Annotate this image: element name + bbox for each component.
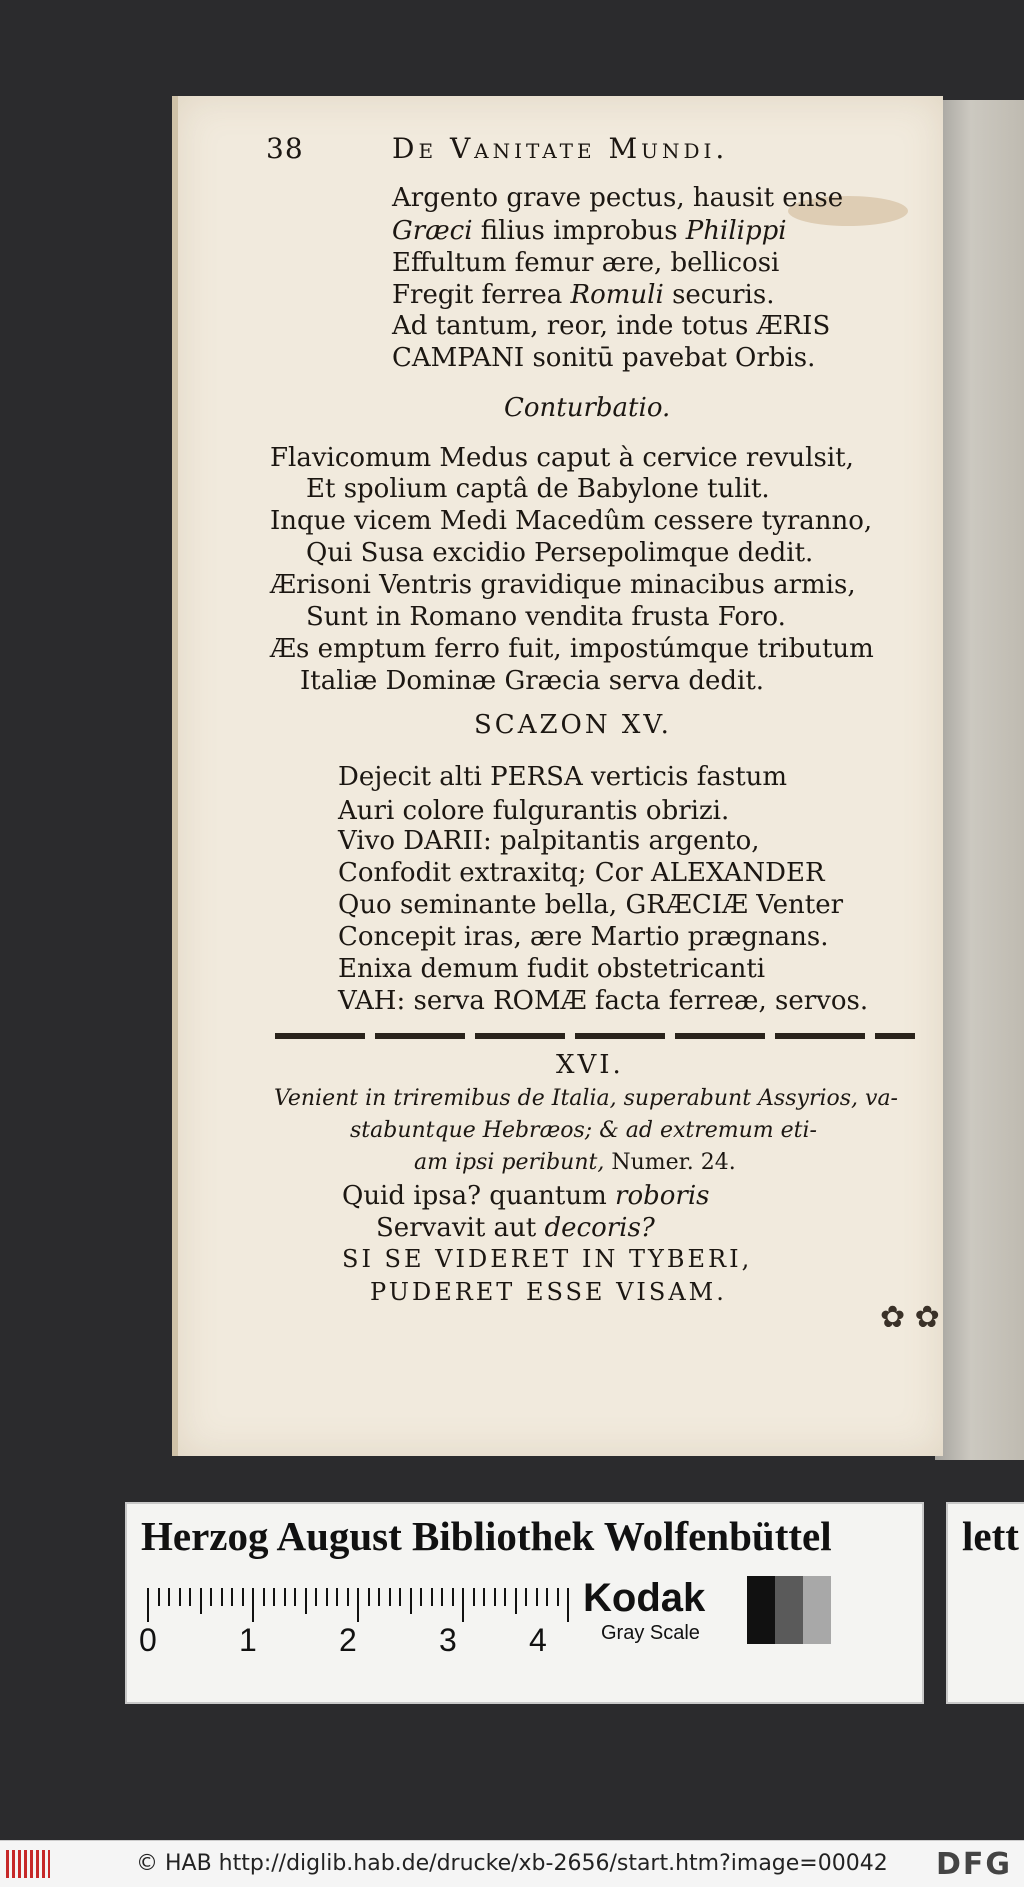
- text-line: Servavit aut decoris?: [376, 1213, 655, 1243]
- ruler-tick: [420, 1588, 422, 1606]
- ruler-tick: [347, 1588, 349, 1606]
- ruler-tick: [567, 1588, 569, 1622]
- text-line: Ærisoni Ventris gravidique minacibus armis,: [270, 570, 856, 600]
- ruler-tick: [284, 1588, 286, 1606]
- text-line: PUDERET ESSE VISAM.: [370, 1278, 727, 1306]
- ruler-tick: [431, 1588, 433, 1606]
- text-line: Fregit ferrea Romuli securis.: [392, 280, 775, 310]
- ruler-tick: [231, 1588, 233, 1606]
- ruler-tick: [168, 1588, 170, 1606]
- text-line: Auri colore fulgurantis obrizi.: [338, 796, 730, 826]
- quote-line: stabuntque Hebræos; & ad extremum eti-: [350, 1118, 817, 1143]
- ruler-number: 2: [339, 1622, 357, 1658]
- text-line: Æs emptum ferro fuit, impostúmque tributum: [270, 634, 874, 664]
- gray-patch: [775, 1576, 803, 1644]
- ruler-number: 4: [529, 1622, 547, 1658]
- chart-title: Herzog August Bibliothek Wolfenbüttel: [141, 1513, 832, 1559]
- text-line: Dejecit alti PERSA verticis fastum: [338, 762, 788, 792]
- ruler-tick: [326, 1588, 328, 1606]
- text-line: Et spolium captâ de Babylone tulit.: [306, 474, 770, 504]
- text-line: CAMPANI sonitū pavebat Orbis.: [392, 343, 816, 373]
- ruler-tick: [221, 1588, 223, 1606]
- running-title: De Vanitate Mundi.: [392, 132, 729, 165]
- ruler-tick: [273, 1588, 275, 1606]
- chart-fragment-text: lett: [962, 1513, 1019, 1559]
- ruler-tick: [389, 1588, 391, 1606]
- text-line: Flavicomum Medus caput à cervice revulsit,: [270, 443, 854, 473]
- ruler-number: 0: [139, 1622, 157, 1658]
- ruler-tick: [378, 1588, 380, 1606]
- text-line: Ad tantum, reor, inde totus ÆRIS: [392, 311, 831, 341]
- barcode-icon: [6, 1850, 50, 1878]
- adjacent-page: [935, 100, 1024, 1460]
- text-line: Italiæ Dominæ Græcia serva dedit.: [300, 666, 765, 696]
- kodak-logo: Kodak: [583, 1576, 706, 1620]
- quote-line: am ipsi peribunt, Numer. 24.: [414, 1150, 736, 1175]
- ruler-tick: [536, 1588, 538, 1606]
- ruler-tick: [515, 1588, 517, 1614]
- section-heading: XVI.: [556, 1050, 624, 1080]
- text-line: Sunt in Romano vendita frusta Foro.: [306, 602, 786, 632]
- gray-patch: [831, 1576, 859, 1644]
- text-line: Enixa demum fudit obstetricanti: [338, 954, 766, 984]
- source-citation[interactable]: © HAB http://diglib.hab.de/drucke/xb-2656/start.htm?image=00042: [136, 1851, 888, 1876]
- ruler-number: 3: [439, 1622, 457, 1658]
- ruler-tick: [557, 1588, 559, 1606]
- ruler-tick: [336, 1588, 338, 1606]
- ruler-tick: [546, 1588, 548, 1606]
- ruler-scale: [147, 1588, 577, 1628]
- ruler-tick: [441, 1588, 443, 1606]
- text-line: VAH: serva ROMÆ facta ferreæ, servos.: [338, 986, 869, 1016]
- text-line: Qui Susa excidio Persepolimque dedit.: [306, 538, 814, 568]
- ruler-tick: [368, 1588, 370, 1606]
- ruler-tick: [242, 1588, 244, 1606]
- gray-patch: [747, 1576, 775, 1644]
- ruler-tick: [315, 1588, 317, 1606]
- text-line: Inque vicem Medi Macedûm cessere tyranno,: [270, 506, 873, 536]
- text-line: Vivo DARII: palpitantis argento,: [338, 826, 760, 856]
- ruler-tick: [357, 1588, 359, 1622]
- page-number: 38: [266, 132, 304, 165]
- text-line: SI SE VIDERET IN TYBERI,: [342, 1245, 753, 1273]
- ruler-tick: [147, 1588, 149, 1622]
- color-chart-fragment: [946, 1502, 1024, 1704]
- text-line: Effultum femur ære, bellicosi: [392, 248, 780, 278]
- ruler-tick: [189, 1588, 191, 1606]
- ruler-tick: [179, 1588, 181, 1606]
- ruler-tick: [462, 1588, 464, 1622]
- section-heading: Conturbatio.: [504, 393, 671, 423]
- ruler-tick: [263, 1588, 265, 1606]
- ruler-tick: [158, 1588, 160, 1606]
- ruler-tick: [399, 1588, 401, 1606]
- quote-line: Venient in triremibus de Italia, superabunt Assyrios, va-: [274, 1086, 898, 1111]
- ruler-tick: [252, 1588, 254, 1622]
- text-line: Concepit iras, ære Martio prægnans.: [338, 922, 829, 952]
- ruler-tick: [200, 1588, 202, 1614]
- ruler-tick: [210, 1588, 212, 1606]
- ornament: ✿ ✿: [880, 1300, 940, 1335]
- text-line: Quid ipsa? quantum roboris: [342, 1181, 710, 1211]
- ruler-tick: [294, 1588, 296, 1606]
- ruler-tick: [483, 1588, 485, 1606]
- text-line: Quo seminante bella, GRÆCIÆ Venter: [338, 890, 844, 920]
- ruler-tick: [525, 1588, 527, 1606]
- ruler-tick: [452, 1588, 454, 1606]
- dfg-logo: DFG: [935, 1847, 1012, 1882]
- gray-patch: [803, 1576, 831, 1644]
- ruler-tick: [504, 1588, 506, 1606]
- ruler-tick: [305, 1588, 307, 1614]
- ruler-number: 1: [239, 1622, 257, 1658]
- text-line: Argento grave pectus, hausit ense: [392, 183, 844, 213]
- color-chart: [125, 1502, 924, 1704]
- gray-scale-label: Gray Scale: [601, 1622, 700, 1644]
- ruler-tick: [473, 1588, 475, 1606]
- text-line: Confodit extraxitq; Cor ALEXANDER: [338, 858, 825, 888]
- divider-rule: [275, 1033, 915, 1039]
- section-heading: SCAZON XV.: [474, 710, 672, 740]
- footer-bar: [0, 1840, 1024, 1887]
- ruler-tick: [410, 1588, 412, 1614]
- ruler-tick: [494, 1588, 496, 1606]
- text-line: Græci filius improbus Philippi: [392, 216, 787, 246]
